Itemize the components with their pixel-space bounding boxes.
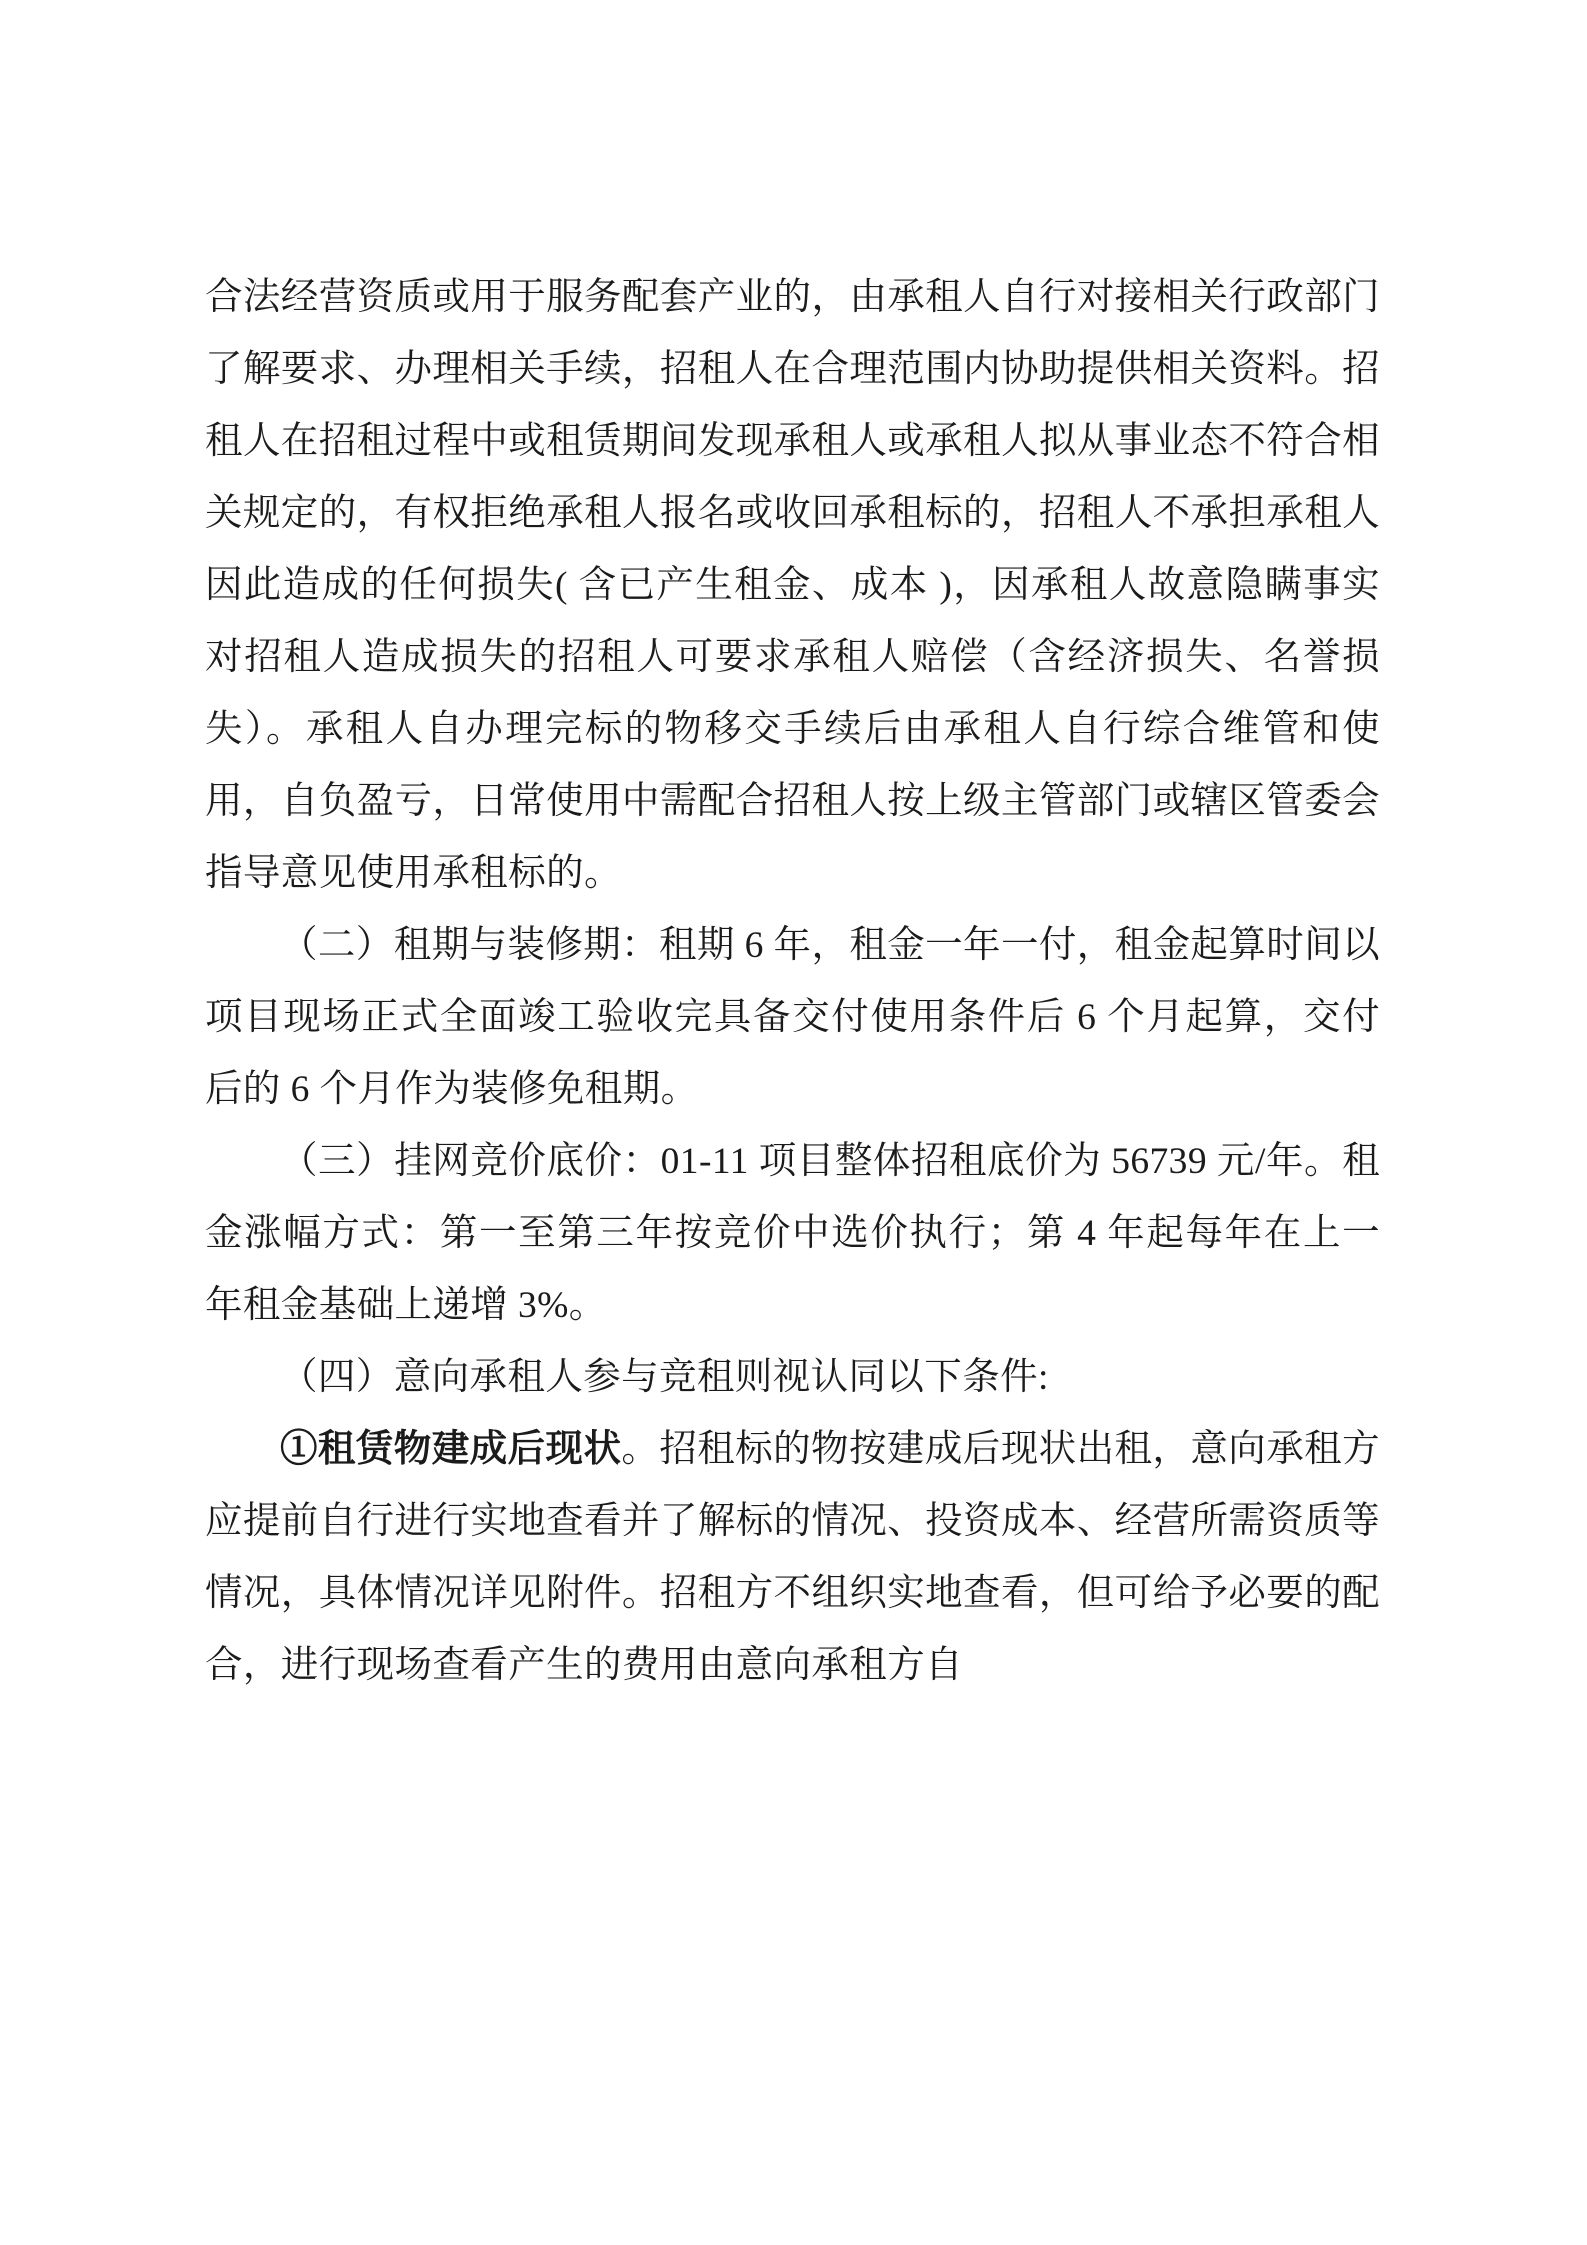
paragraph-3-reserve-price: （三）挂网竞价底价：01-11 项目整体招租底价为 56739 元/年。租金涨幅方式：第一至第三年按竞价中选价执行；第 4 年起每年在上一年租金基础上递增 3%。 (205, 1141, 1380, 1326)
document-body (205, 262, 1380, 1702)
condition-one-body: 。招租标的物按建成后现状出租，意向承租方应提前自行进行实地查看并了解标的情况、投资成本、经营所需资质等情况，具体情况详见附件。招租方不组织实地查看，但可给予必要的配合，进行现场查看产生的费用由意向承租方自 (205, 1429, 1380, 1686)
condition-one-title: ①租赁物建成后现状 (280, 1429, 622, 1470)
paragraph-5-condition-one (205, 1414, 1380, 1702)
paragraph-4-conditions-heading: （四）意向承租人参与竞租则视认同以下条件: (280, 1357, 1049, 1398)
paragraph-2-lease-term: （二）租期与装修期：租期 6 年，租金一年一付，租金起算时间以项目现场正式全面竣工验收完具备交付使用条件后 6 个月起算，交付后的 6 个月作为装修免租期。 (205, 925, 1380, 1110)
paragraph-1: 合法经营资质或用于服务配套产业的，由承租人自行对接相关行政部门了解要求、办理相关手续，招租人在合理范围内协助提供相关资料。招租人在招租过程中或租赁期间发现承租人或承租人拟从事业态不符合相关规定的，有权拒绝承租人报名或收回承租标的，招租人不承担承租人因此造成的任何损失( 含已产生租金、成本 )，因承租人故意隐瞒事实对招租人造成损失的招租人可要求承租人赔偿（含经济损失、名誉损失）。承租人自办理完标的物移交手续后由承租人自行综合维管和使用，自负盈亏，日常使用中需配合招租人按上级主管部门或辖区管委会指导意见使用承租标的。 (205, 277, 1380, 894)
